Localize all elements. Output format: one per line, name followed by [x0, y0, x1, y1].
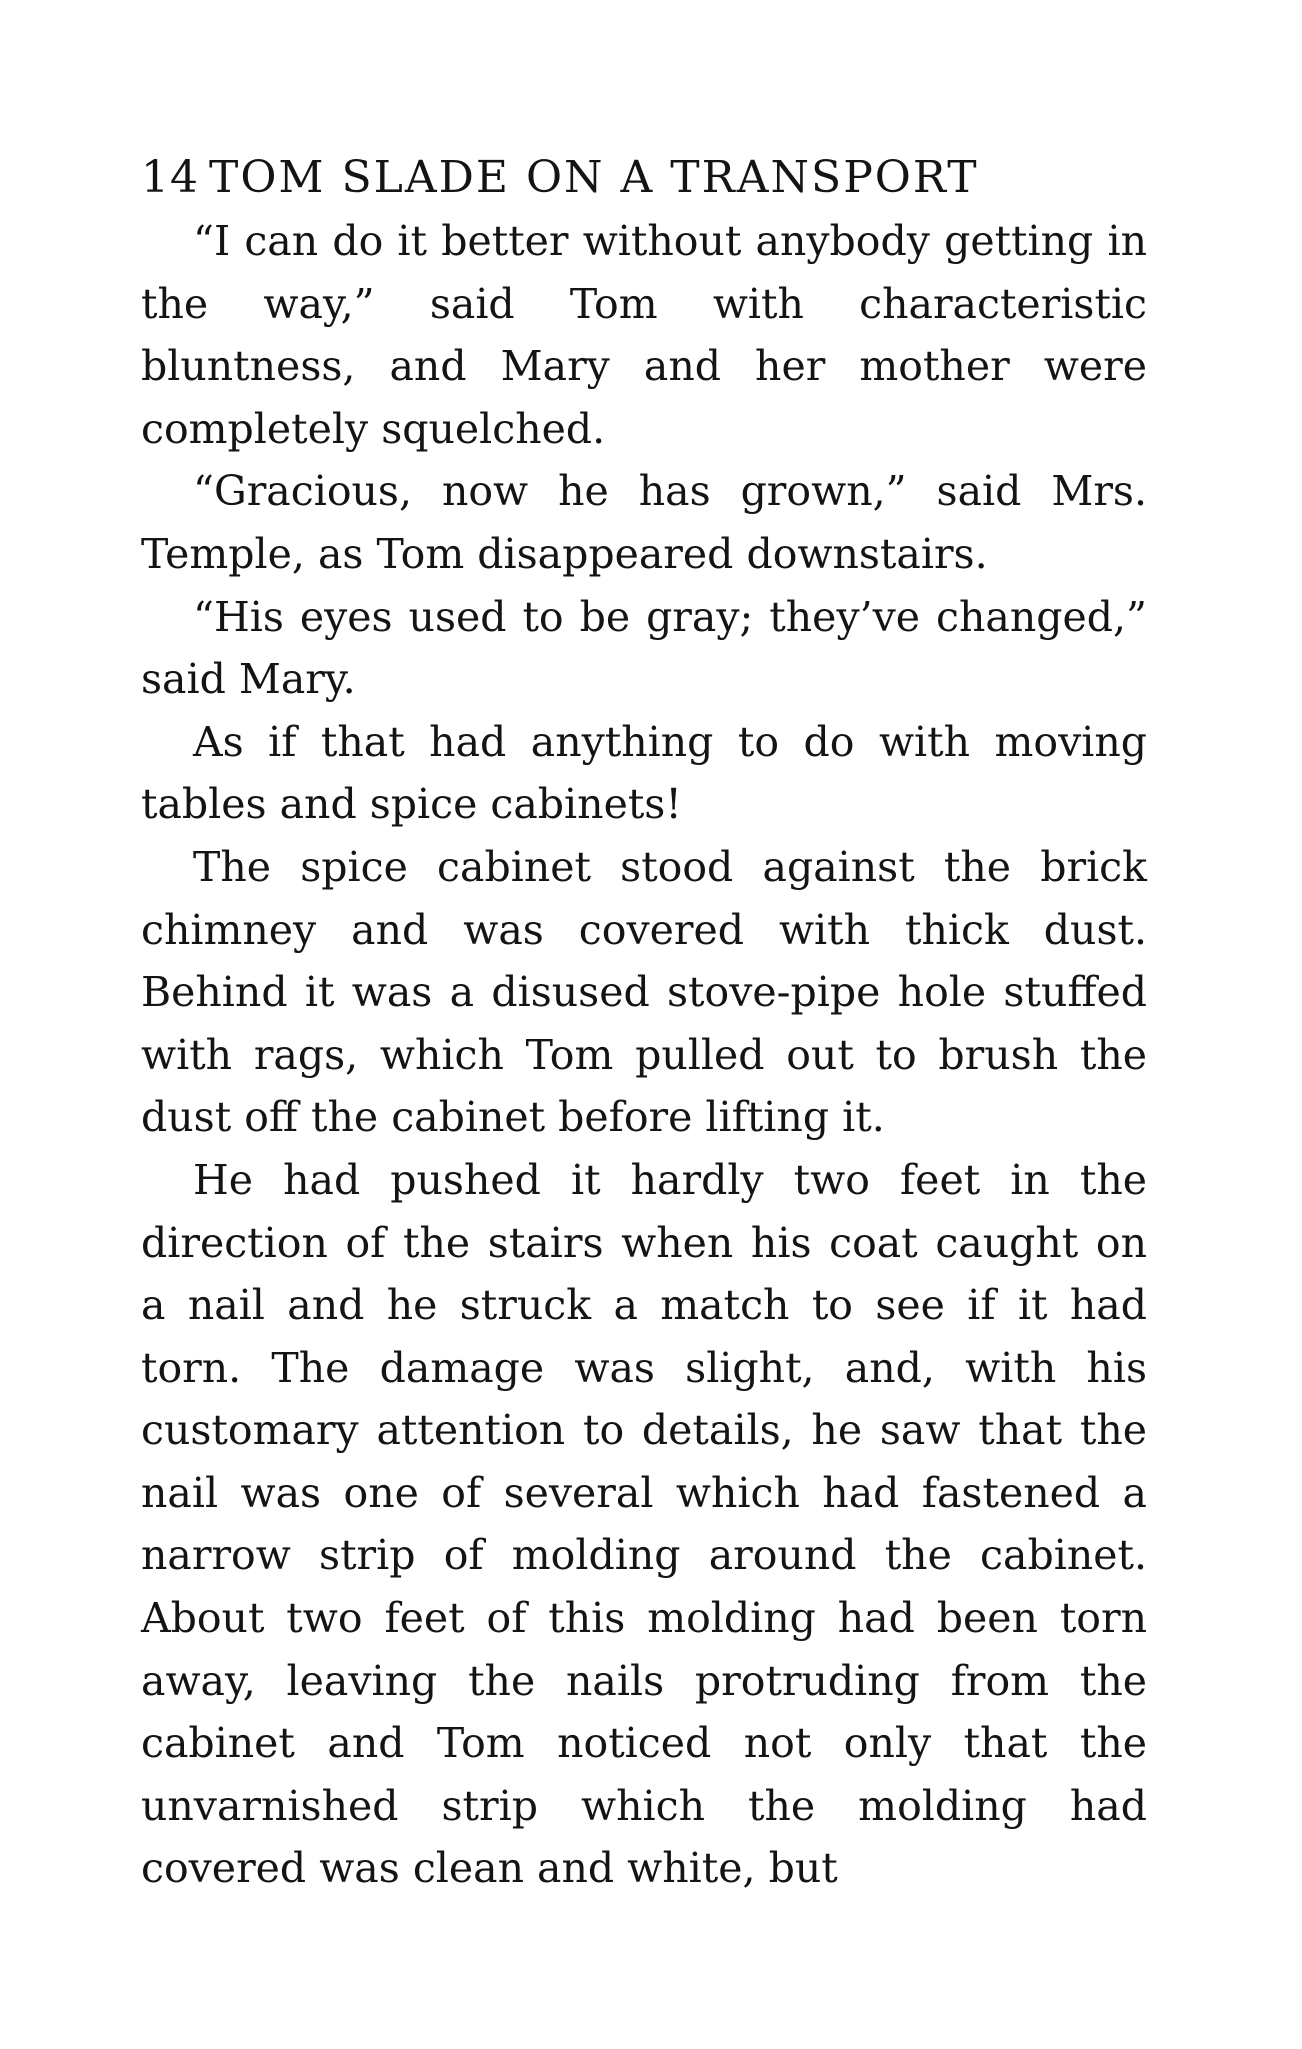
paragraph-4: As if that had anything to do with moving tables and spice cabinets!	[141, 717, 1147, 829]
paragraph-5: The spice cabinet stood against the brick chimney and was covered with thick dust. Behind it was a disused stove-pipe hole stuffed with rags, which Tom pulled out to brush the dust off the cabinet before lifting it.	[141, 842, 1147, 1142]
running-title: TOM SLADE ON A TRANSPORT	[209, 152, 979, 203]
paragraph-3: “His eyes used to be gray; they’ve changed,” said Mary.	[141, 592, 1147, 704]
body-text	[141, 210, 1147, 1900]
page-number: 14	[141, 152, 199, 203]
paragraph-6: He had pushed it hardly two feet in the direction of the stairs when his coat caught on a nail and he struck a match to see if it had torn. The damage was slight, and, with his customary attention to details, he saw that the nail was one of several which had fastened a narrow strip of molding around the cabinet. About two feet of this molding had been torn away, leaving the nails protruding from the cabinet and Tom noticed not only that the unvarnished strip which the molding had covered was clean and white, but	[141, 1155, 1147, 1893]
book-page	[141, 148, 1147, 1900]
paragraph-1: “I can do it better without anybody getting in the way,” said Tom with characteristic bluntness, and Mary and her mother were completely squelched.	[141, 217, 1147, 453]
paragraph-2: “Gracious, now he has grown,” said Mrs. Temple, as Tom disappeared downstairs.	[141, 467, 1147, 578]
running-head	[141, 148, 1147, 208]
